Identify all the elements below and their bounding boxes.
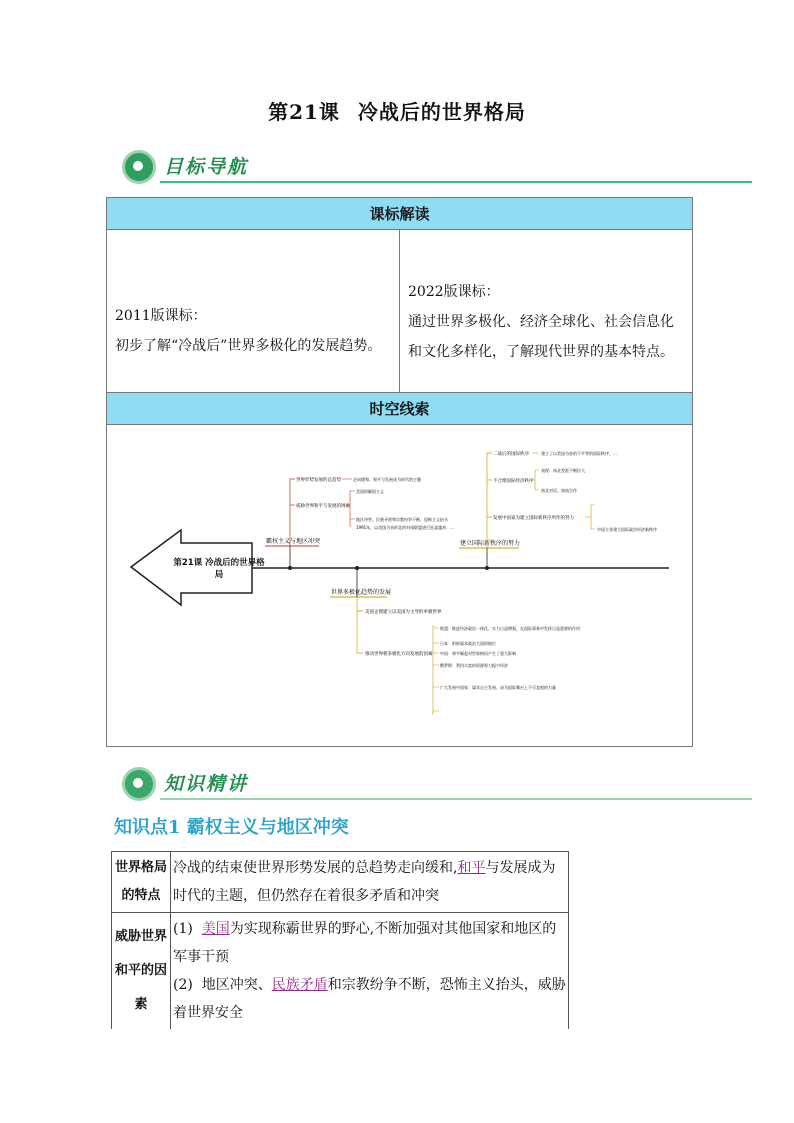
target-icon [122,150,156,184]
standards-table [106,197,693,747]
standard-2022-version: 2022版课标： [408,284,500,300]
timeline-header: 时空线索 [107,393,693,425]
list-item: (1) 美国为实现称霸世界的野心,不断加强对其他国家和地区的军事干预 [173,921,557,965]
row-label: 威胁世界和平的因素 [112,913,171,1030]
page-title [0,96,794,125]
multipolar-item: 美国企图建立以美国为主导的单极世界 [365,610,442,615]
standard-2022-text: 通过世界多极化、经济全球化、社会信息化和文化多样化，了解现代世界的基本特点。 [408,314,674,360]
lesson-number: 第21课 [268,100,340,124]
hegemony-branch [290,479,295,546]
node-multipolar: 世界多极化趋势的发展 [331,589,392,596]
multipolar-sub-item: 中国：和平崛起对世界格局产生了重大影响 [440,651,516,656]
order-sub-item: 建立了以美国为首的不平等的国际秩序，… [541,451,617,456]
timeline-mindmap-cell [107,425,693,747]
row-label: 世界格局的特点 [112,852,171,913]
hegemony-item: 威胁世界和平与发展的因素 [296,504,350,509]
list-item: (2) 地区冲突、民族矛盾和宗教纷争不断，恐怖主义抬头，威胁着世界安全 [173,977,566,1021]
row-body: 冷战的结束使世界形势发展的总趋势走向缓和,和平与发展成为时代的主题，但仍然存在着很多矛盾和冲突 [171,852,569,913]
standards-header: 课标解读 [107,198,693,230]
multipolar-sub-item: 日本：积极谋求政治大国的地位 [440,641,496,646]
order-item: 二战后的国际秩序 [493,452,529,457]
standard-2011-cell [107,230,400,393]
multipolar-branch [357,597,363,653]
knowledge-section-header [120,763,752,803]
multipolar-item: 推动世界朝多极化方向发展的因素 [365,652,433,657]
multipolar-sub-item: 广大发展中国家：谋求自主发展，成为国际舞台上不可忽视的力量 [440,685,556,690]
table-row [112,852,569,913]
knowledge-label: 知识精讲 [164,773,249,795]
goals-label: 目标导航 [164,156,249,178]
highlight-term: 和平 [457,860,486,876]
multipolar-sub-item: 欧盟：推进经济政治一体化，实力日益增强，在国际事务中发挥日益重要的作用 [440,626,580,631]
highlight-term: 美国 [201,921,230,937]
standard-2022-cell [400,230,693,393]
hegemony-sub-item: 地区冲突、民族矛盾和宗教纷争不断，恐怖主义抬头 [356,517,448,522]
hegemony-sub-branch [342,479,355,527]
standard-2011-version: 2011版课标： [115,308,207,324]
knowledge-point-table [111,851,569,1029]
highlight-term: 民族矛盾 [271,977,328,993]
goals-section-header [120,146,752,186]
lesson-name: 冷战后的世界格局 [357,100,526,124]
knowledge-point-title: 知识点1 霸权主义与地区冲突 [114,817,349,838]
node-hegemony: 霸权主义与地区冲突 [266,538,321,545]
multipolar-sub-item: 俄罗斯：利用丰富的资源努力振兴经济 [440,663,508,668]
hegemony-item: 世界形势发展的总趋势 [296,478,341,483]
order-sub-item: 表现：南北差距不断拉大 [541,468,585,473]
center-label: 第21课 冷战后的世界格局 [173,558,265,580]
order-branch [487,453,492,548]
order-item: 不合理国际经济秩序 [493,479,534,484]
order-item: 发展中国家为建立国际新秩序所作的努力 [493,516,574,521]
row-body [171,913,569,1030]
node-order: 建立国际新秩序的努力 [460,540,521,547]
section-divider [160,798,752,800]
standard-2011-text: 初步了解“冷战后”世界多极化的发展趋势。 [115,338,382,354]
order-sub-item: 南北对话、南南合作 [541,488,577,493]
globe-icon [122,767,156,801]
timeline-mindmap [107,425,694,746]
hegemony-sub-item: 1991年，以美国为首的北约对南联盟进行狂轰滥炸，… [356,525,455,530]
section-divider [160,181,752,183]
multipolar-sub-branch [427,625,439,715]
table-row [112,913,569,1030]
hegemony-sub-item: 走向缓和、和平与发展成为时代的主题 [353,477,421,482]
order-sub-item: 中国主张建立国际政治经济新秩序 [597,527,657,532]
hegemony-sub-item: 美国的霸权主义 [356,489,384,494]
